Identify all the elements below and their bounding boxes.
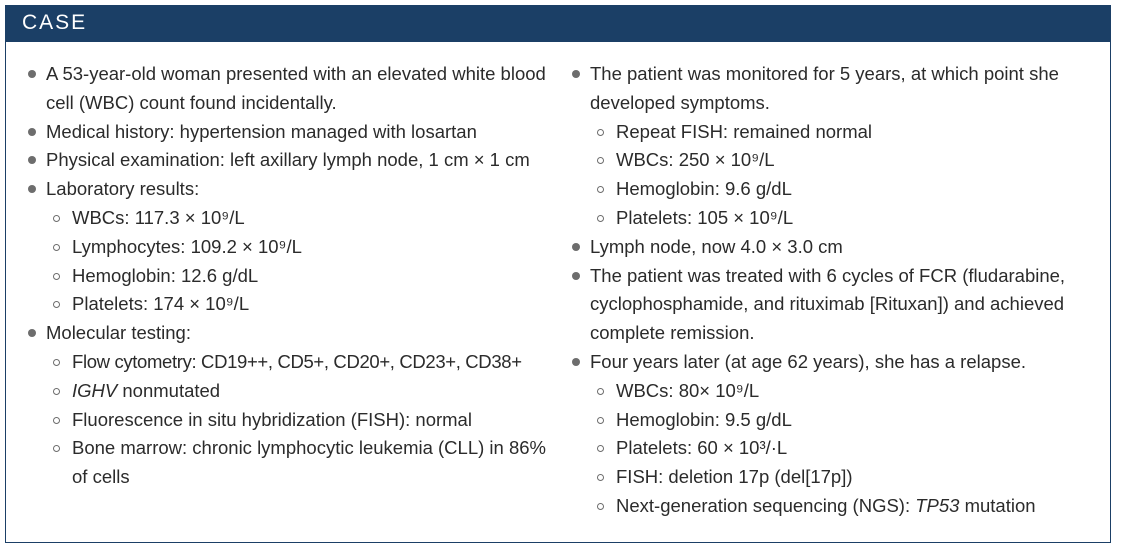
bullet-monitoring: The patient was monitored for 5 years, at which point she developed symptoms. <box>568 60 1108 118</box>
case-title: CASE <box>22 11 88 34</box>
ngs-gene: TP53 <box>915 494 960 516</box>
sub2-ngs <box>568 492 1108 521</box>
bullet-physical-exam: Physical examination: left axillary lymph node, 1 cm × 1 cm <box>24 146 564 175</box>
bullet-medical-history: Medical history: hypertension managed with losartan <box>24 118 564 147</box>
bullet-lab-results: Laboratory results: <box>24 175 564 204</box>
left-column <box>24 60 564 492</box>
ngs-suffix: mutation <box>959 494 1036 516</box>
bullet-lymph-node: Lymph node, now 4.0 × 3.0 cm <box>568 233 1108 262</box>
sub1-wbc: WBCs: 250 × 10⁹/L <box>568 146 1108 175</box>
bullet-presentation: A 53-year-old woman presented with an elevated white blood cell (WBC) count found incidentally. <box>24 60 564 118</box>
bullet-treatment: The patient was treated with 6 cycles of FCR (fludarabine, cyclophosphamide, and rituximab [Rituxan]) and achieved complete remission. <box>568 262 1108 348</box>
case-header <box>6 6 1110 42</box>
mol-bone-marrow: Bone marrow: chronic lymphocytic leukemia (CLL) in 86% of cells <box>24 434 564 492</box>
sub1-hemoglobin: Hemoglobin: 9.6 g/dL <box>568 175 1108 204</box>
lab-wbc: WBCs: 117.3 × 10⁹/L <box>24 204 564 233</box>
mol-flow-cytometry: Flow cytometry: CD19++, CD5+, CD20+, CD23+, CD38+ <box>24 348 564 377</box>
ngs-prefix: Next-generation sequencing (NGS): <box>616 494 916 516</box>
mol-fish: Fluorescence in situ hybridization (FISH): normal <box>24 406 564 435</box>
sub2-wbc: WBCs: 80× 10⁹/L <box>568 377 1108 406</box>
mol-ighv <box>24 377 564 406</box>
bullet-relapse: Four years later (at age 62 years), she has a relapse. <box>568 348 1108 377</box>
sub2-hemoglobin: Hemoglobin: 9.5 g/dL <box>568 406 1108 435</box>
right-column <box>568 60 1108 521</box>
sub1-platelets: Platelets: 105 × 10⁹/L <box>568 204 1108 233</box>
bullet-molecular-testing: Molecular testing: <box>24 319 564 348</box>
sub1-fish: Repeat FISH: remained normal <box>568 118 1108 147</box>
sub2-fish: FISH: deletion 17p (del[17p]) <box>568 463 1108 492</box>
sub2-platelets: Platelets: 60 × 10³/·L <box>568 434 1108 463</box>
lab-hemoglobin: Hemoglobin: 12.6 g/dL <box>24 262 564 291</box>
lab-platelets: Platelets: 174 × 10⁹/L <box>24 290 564 319</box>
ighv-gene: IGHV <box>72 379 118 401</box>
lab-lymphocytes: Lymphocytes: 109.2 × 10⁹/L <box>24 233 564 262</box>
ighv-status: nonmutated <box>117 379 221 401</box>
